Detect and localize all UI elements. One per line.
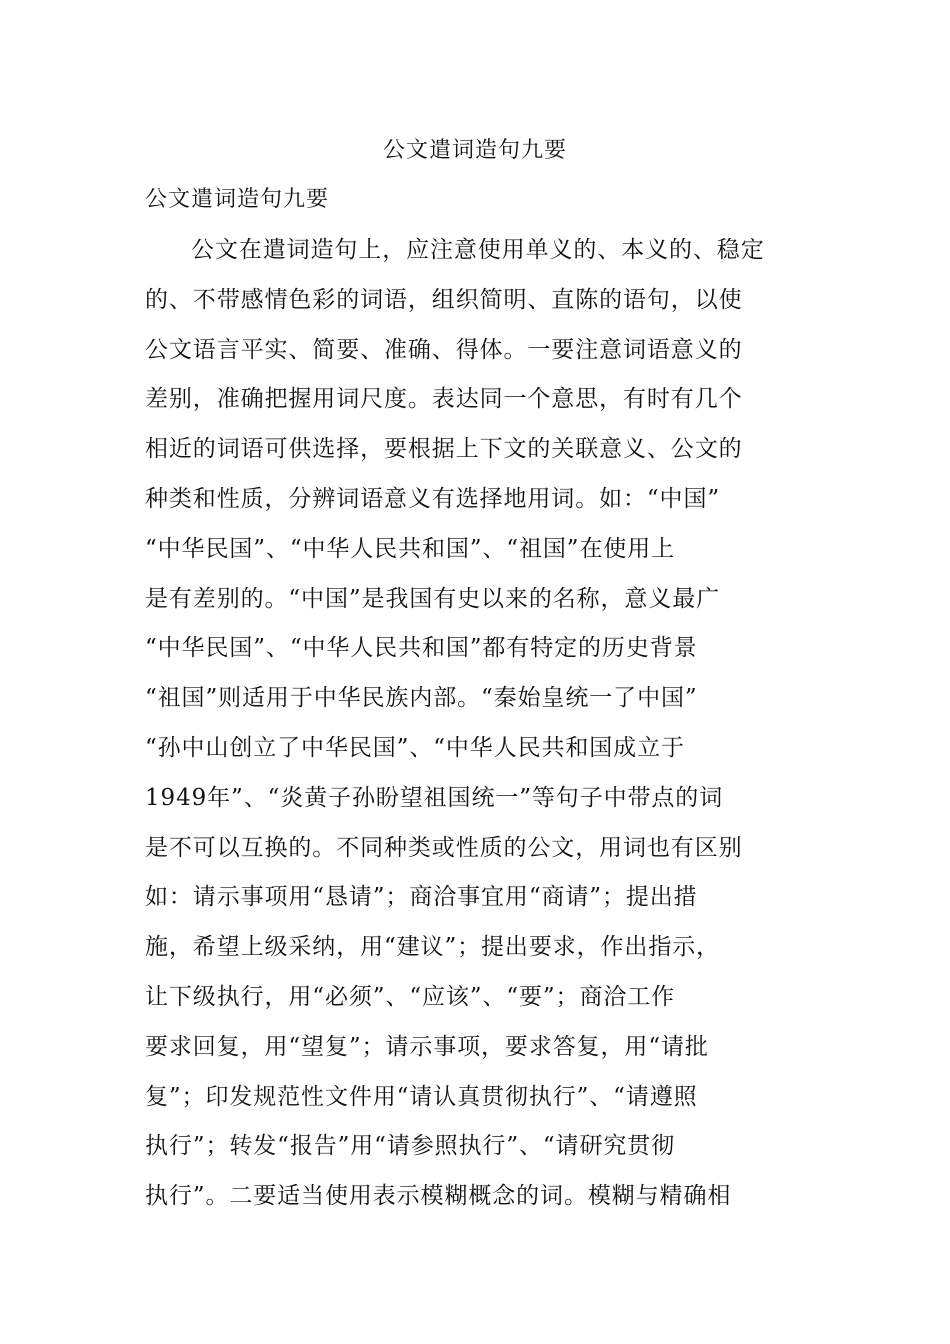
- document-body: [145, 232, 805, 1228]
- body-line: “孙中山创立了中华民国”、“中华人民共和国成立于: [145, 734, 685, 761]
- body-line: “中华民国”、“中华人民共和国”、“祖国”在使用上: [145, 535, 676, 562]
- document-title: 公文遣词造句九要: [382, 138, 567, 163]
- body-line: 执行”；转发“报告”用“请参照执行”、“请研究贯彻: [145, 1133, 676, 1160]
- body-line: 公文在遣词造句上，应注意使用单义的、本义的、稳定: [191, 237, 765, 263]
- body-line: 如：请示事项用“恳请”；商洽事宜用“商请”；提出措: [145, 884, 698, 911]
- body-line: 要求回复，用“望复”；请示事项，要求答复，用“请批: [145, 1033, 709, 1060]
- body-line: 种类和性质，分辨词语意义有选择地用词。如：“中国”: [145, 485, 721, 512]
- body-line: 公文语言平实、简要、准确、得体。一要注意词语意义的: [145, 336, 743, 363]
- body-line: 的、不带感情色彩的词语，组织简明、直陈的语句，以使: [145, 286, 743, 313]
- document-subtitle: 公文遣词造句九要: [145, 187, 330, 212]
- body-line: 施，希望上级采纳，用“建议”；提出要求，作出指示，: [145, 934, 721, 961]
- body-line: 差别，准确把握用词尺度。表达同一个意思，有时有几个: [145, 386, 743, 413]
- body-line: 复”；印发规范性文件用“请认真贯彻执行”、“请遵照: [145, 1083, 698, 1110]
- body-line: 1949年”、“炎黄子孙盼望祖国统一”等句子中带点的词: [145, 784, 724, 811]
- body-line: “中华民国”、“中华人民共和国”都有特定的历史背景: [145, 635, 698, 662]
- body-line: “祖国”则适用于中华民族内部。“秦始皇统一了中国”: [145, 685, 698, 712]
- body-line: 是不可以互换的。不同种类或性质的公文，用词也有区别: [145, 834, 743, 861]
- body-line: 是有差别的。“中国”是我国有史以来的名称，意义最广: [145, 585, 721, 612]
- body-line: 让下级执行，用“必须”、“应该”、“要”；商洽工作: [145, 983, 676, 1010]
- body-line: 相近的词语可供选择，要根据上下文的关联意义、公文的: [145, 436, 743, 463]
- body-line: 执行”。二要适当使用表示模糊概念的词。模糊与精确相: [145, 1183, 732, 1210]
